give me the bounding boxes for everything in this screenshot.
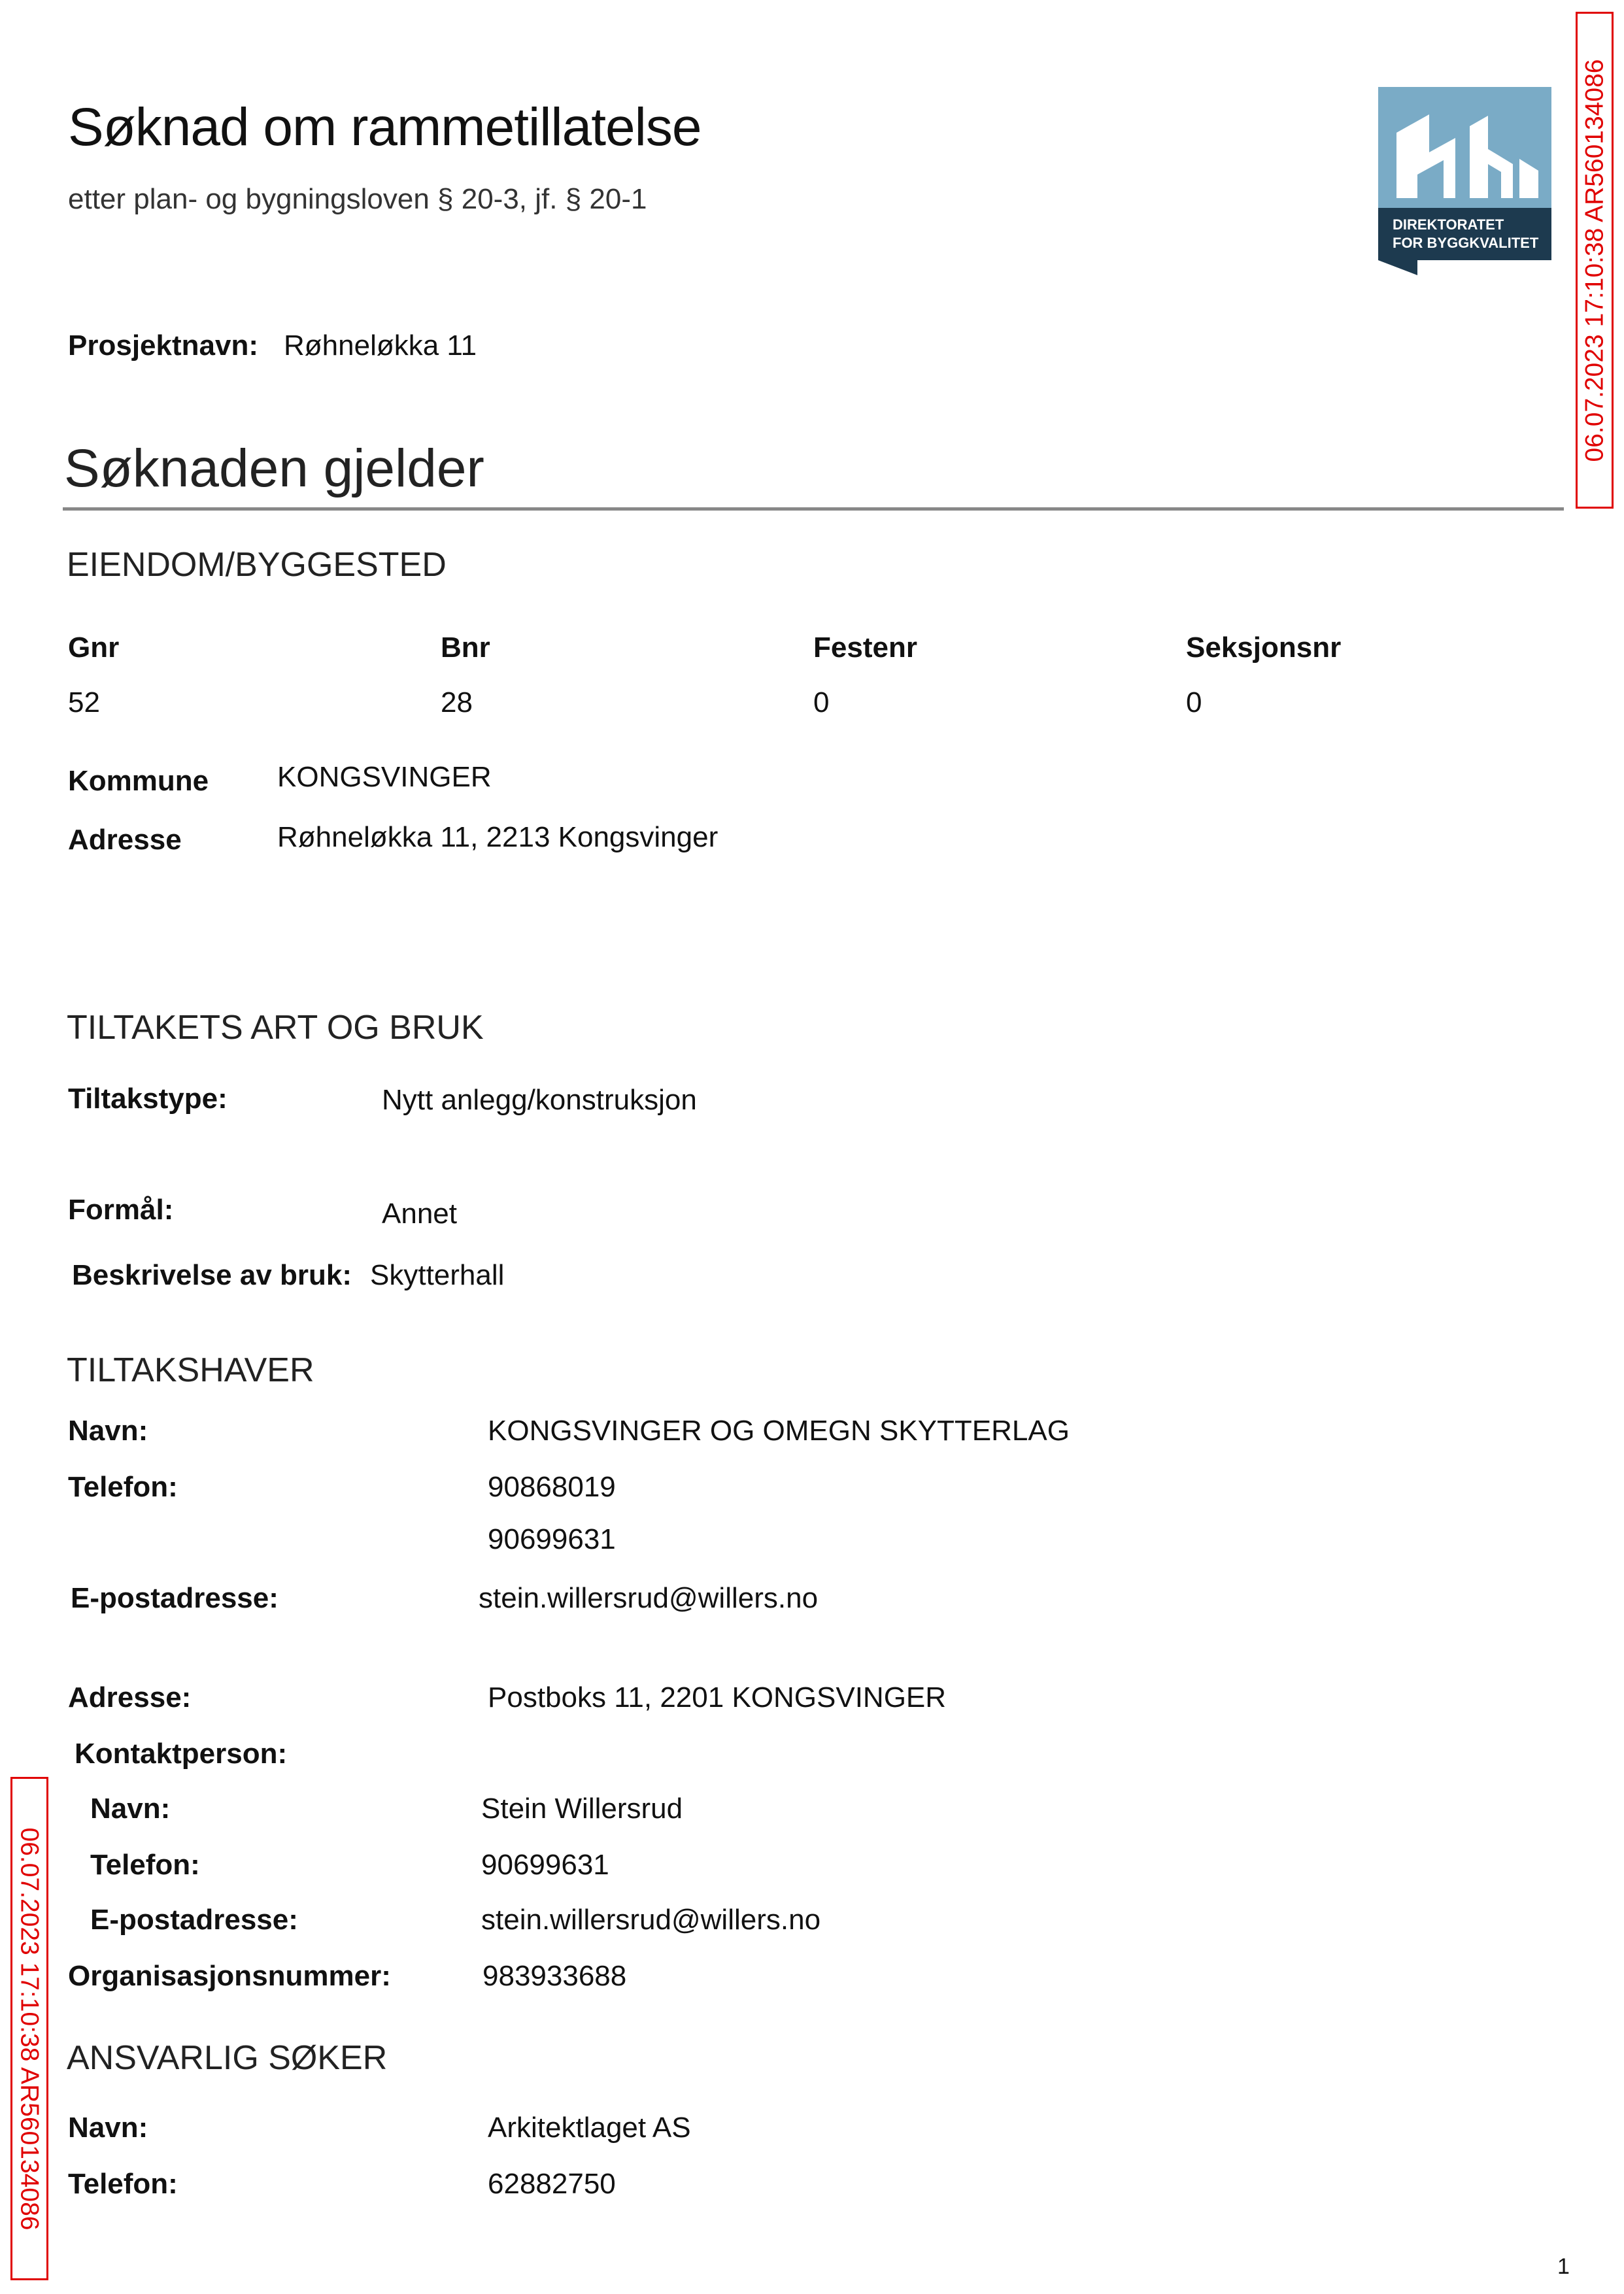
tiltakshaver-navn-value: KONGSVINGER OG OMEGN SKYTTERLAG	[488, 1415, 1070, 1447]
tiltakshaver-telefon-value-2: 90699631	[488, 1523, 616, 1555]
page-number: 1	[1557, 2254, 1570, 2279]
ansvarlig-telefon-value: 62882750	[488, 2168, 616, 2200]
kontakt-epost-label: E-postadresse:	[90, 1904, 298, 1936]
project-label: Prosjektnavn:	[68, 329, 258, 362]
kommune-value: KONGSVINGER	[277, 761, 492, 793]
kontakt-navn-label: Navn:	[90, 1793, 171, 1825]
bruk-label: Beskrivelse av bruk:	[72, 1259, 352, 1291]
project-value: Røhneløkka 11	[284, 329, 477, 362]
tiltakshaver-epost-value: stein.willersrud@willers.no	[479, 1582, 819, 1614]
stamp-text: 06.07.2023 17:10:38 AR560134086	[15, 1827, 44, 2230]
tiltakshaver-telefon-value-1: 90868019	[488, 1471, 616, 1503]
tiltak-heading: TILTAKETS ART OG BRUK	[67, 1009, 484, 1047]
bruk-value: Skytterhall	[370, 1259, 505, 1291]
section-divider	[63, 507, 1564, 511]
tiltakshaver-navn-label: Navn:	[68, 1415, 148, 1447]
section-heading: Søknaden gjelder	[64, 439, 484, 498]
kommune-label: Kommune	[68, 765, 209, 797]
ansvarlig-navn-value: Arkitektlaget AS	[488, 2112, 691, 2144]
gnr-value: 52	[68, 686, 100, 718]
dibk-logo	[1378, 87, 1551, 275]
formal-value: Annet	[382, 1198, 457, 1230]
tiltakstype-label: Tiltakstype:	[68, 1083, 228, 1115]
festenr-value: 0	[813, 686, 830, 718]
formal-label: Formål:	[68, 1194, 174, 1226]
property-heading: EIENDOM/BYGGESTED	[67, 546, 447, 584]
bnr-label: Bnr	[441, 632, 490, 664]
timestamp-stamp-bottom	[10, 1777, 48, 2280]
gnr-label: Gnr	[68, 632, 120, 664]
stamp-text: 06.07.2023 17:10:38 AR560134086	[1580, 59, 1609, 462]
adresse-label: Adresse	[68, 824, 182, 856]
festenr-label: Festenr	[813, 632, 917, 664]
seksjonsnr-value: 0	[1186, 686, 1202, 718]
tiltakshaver-heading: TILTAKSHAVER	[67, 1351, 314, 1389]
tiltakshaver-adresse-value: Postboks 11, 2201 KONGSVINGER	[488, 1681, 947, 1713]
orgnr-label: Organisasjonsnummer:	[68, 1960, 391, 1992]
tiltakstype-value: Nytt anlegg/konstruksjon	[382, 1084, 697, 1116]
kontakt-telefon-label: Telefon:	[90, 1849, 200, 1881]
building-logo-icon	[1378, 87, 1551, 275]
logo-line1: DIREKTORATET	[1393, 216, 1504, 233]
bnr-value: 28	[441, 686, 473, 718]
kontakt-navn-value: Stein Willersrud	[481, 1793, 683, 1825]
ansvarlig-telefon-label: Telefon:	[68, 2168, 178, 2200]
logo-line2: FOR BYGGKVALITET	[1393, 235, 1539, 251]
seksjonsnr-label: Seksjonsnr	[1186, 632, 1342, 664]
document-title: Søknad om rammetillatelse	[68, 97, 702, 157]
timestamp-stamp-top	[1576, 12, 1614, 509]
tiltakshaver-telefon-label: Telefon:	[68, 1471, 178, 1503]
kontakt-epost-value: stein.willersrud@willers.no	[481, 1904, 821, 1936]
tiltakshaver-adresse-label: Adresse:	[68, 1681, 192, 1713]
kontaktperson-label: Kontaktperson:	[75, 1738, 288, 1770]
tiltakshaver-epost-label: E-postadresse:	[71, 1582, 279, 1614]
orgnr-value: 983933688	[482, 1960, 627, 1992]
adresse-value: Røhneløkka 11, 2213 Kongsvinger	[277, 821, 719, 853]
ansvarlig-heading: ANSVARLIG SØKER	[67, 2039, 388, 2077]
document-subtitle: etter plan- og bygningsloven § 20-3, jf. § 20-1	[68, 183, 647, 215]
ansvarlig-navn-label: Navn:	[68, 2112, 148, 2144]
kontakt-telefon-value: 90699631	[481, 1849, 609, 1881]
